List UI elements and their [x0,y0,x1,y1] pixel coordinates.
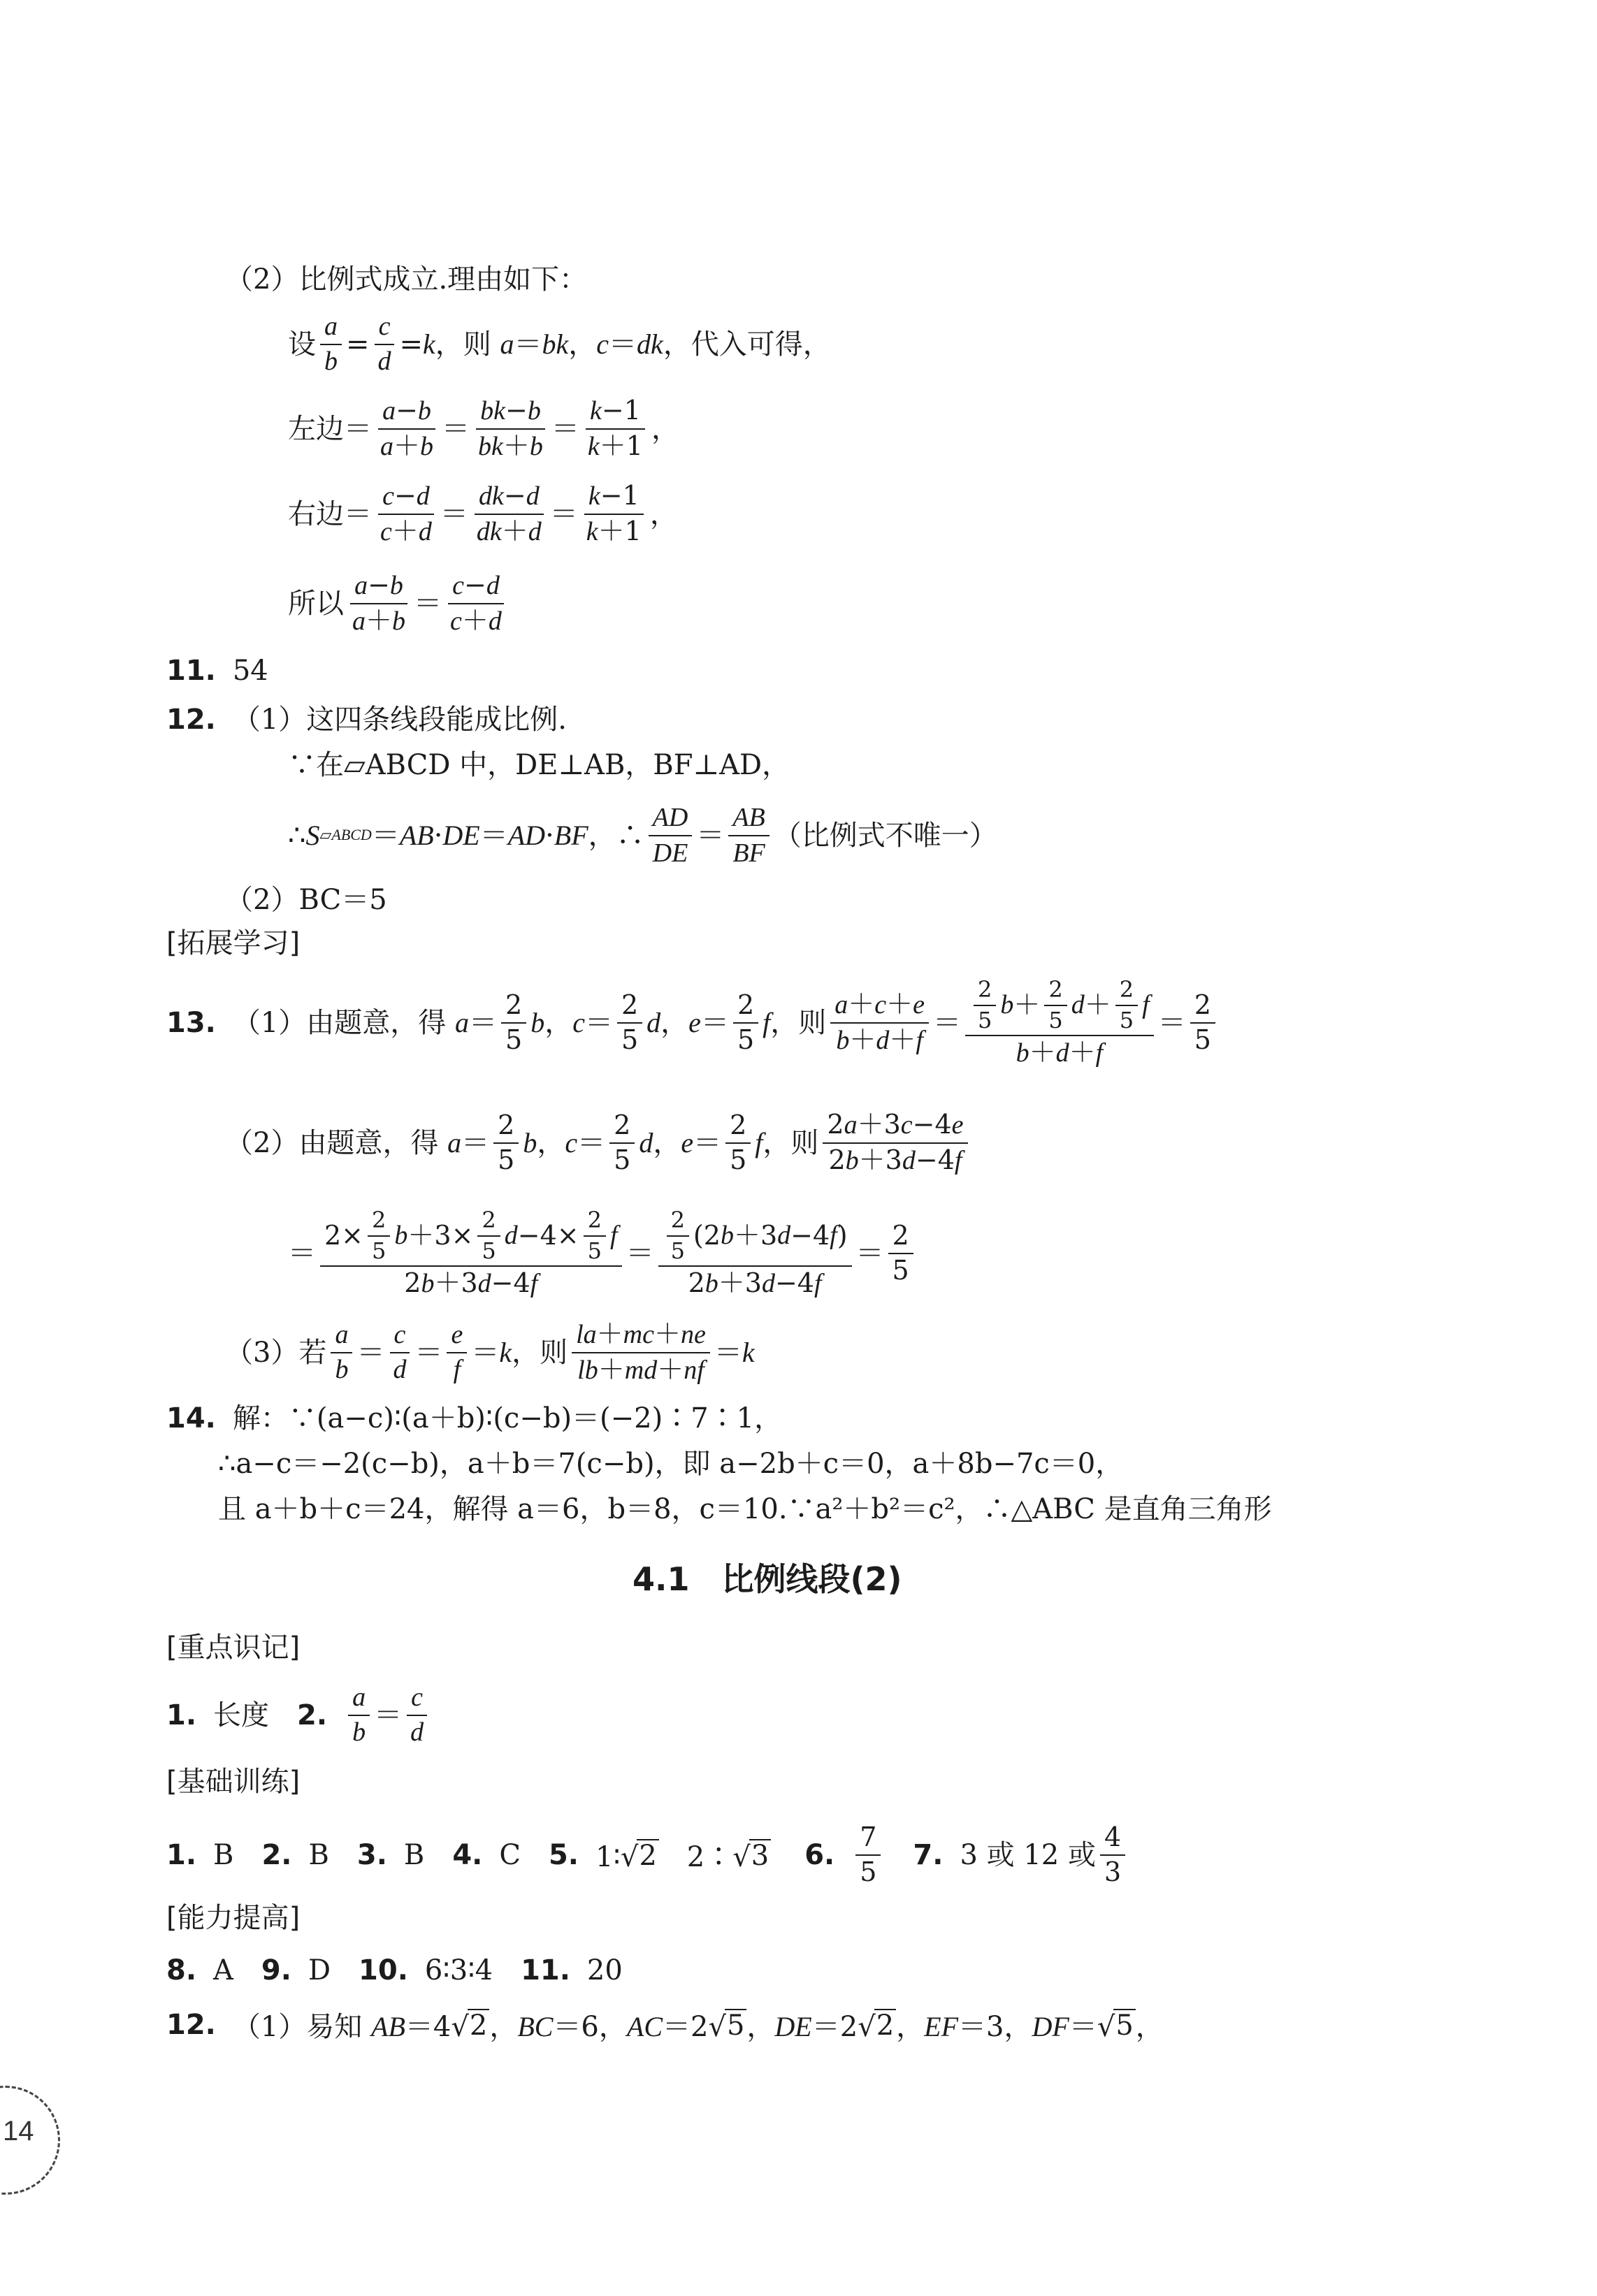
q12-part2: （2）BC＝5 [225,884,387,916]
section-title: 4.1 比例线段(2) [633,1560,902,1598]
ability-answers: 8. A 9. D 10. 6∶3∶4 11. 20 [166,1954,623,1986]
section-basic-training: [基础训练] [166,1766,301,1798]
q10-right-side: 右边 ＝ $\frac{c-d}{c+d}$ ＝ $\frac{dk-d}{dk+d}$ ＝ $\frac{k-1}{k+1}$ ， [288,480,678,546]
q10-conclusion: 所以 $\frac{a-b}{a+b}$ ＝ $\frac{c-d}{c+d}$ [288,572,510,636]
q14-line3: 且 a＋b＋c＝24，解得 a＝6，b＝8，c＝10.∵a²＋b²＝c²，∴△ABC 是直角三角形 [218,1493,1272,1525]
q14-line1: 14. 解：∵(a−c)∶(a＋b)∶(c−b)＝(−2)∶7∶1， [166,1402,783,1434]
page-number: 14 [3,2116,34,2146]
q13-part2-derivation: ＝ 2× $\frac{2}{5}$ b ＋3× $\frac{2}{5}$ d −4× $\frac{2}{5}$ f 2b＋3d−4f ＝ $\frac{2}{5}$ (2 b ＋3 d −4 f ) 2b＋3d−4f ＝ $\frac{2}{5}$ [288,1209,918,1298]
section-key-points: [重点识记] [166,1632,301,1664]
q11: 11. 54 [166,655,268,687]
q12-given: ∵在▱ABCD 中，DE⊥AB，BF⊥AD， [288,749,790,781]
q10-left-side: 左边 ＝ $\frac{a-b}{a+b}$ ＝ $\frac{bk-b}{bk+b}$ ＝ $\frac{k-1}{k+1}$ ， [288,395,679,461]
q10-part2-heading: （2）比例式成立.理由如下： [225,263,588,296]
q12-area-line: ∴ S ▱ABCD ＝ AB · DE ＝ AD · BF ，∴ $\frac{AD}{DE}$ ＝ $\frac{AB}{BF}$ （比例式不唯一） [288,803,997,868]
q13-part1: 13. （1）由题意，得 a ＝ $\frac{2}{5}$ b ， c ＝ $\frac{2}{5}$ d ， e ＝ $\frac{2}{5}$ f ，则 $\frac{a+c+e}{b+d+f}$ ＝ $\frac{2}{5}$ b ＋ $\frac{2}{5}$ d ＋ $\frac{2}{5}$ f b＋d＋f ＝ $\frac{2}{5}$ [166,978,1220,1068]
section-expand-study: [拓展学习] [166,927,301,959]
q13-part3: （3）若 $\frac{a}{b}$ ＝ $\frac{c}{d}$ ＝ $\frac{e}{f}$ ＝ k ，则 $\frac{la+mc+ne}{lb+md+nf}$ ＝ k [225,1318,755,1385]
q12b-line: 12. （1）易知 AB＝4 √ 2 ，BC＝6，AC＝2 √ 5 ，DE＝2 √ 2 ，EF＝3，DF＝ √ 5 ， [166,2009,1164,2043]
q14-line2: ∴a−c＝−2(c−b)，a＋b＝7(c−b)，即 a−2b＋c＝0，a＋8b−7c＝0， [218,1448,1124,1480]
q13-part2: （2）由题意，得 a ＝ $\frac{2}{5}$ b ， c ＝ $\frac{2}{5}$ d ， e ＝ $\frac{2}{5}$ f ，则 $\frac{2a+3c-4e}{2b+3d-4f}$ [225,1111,972,1175]
section-ability: [能力提高] [166,1902,301,1934]
basic-answers: 1. B 2. B 3. B 4. C 5. 1∶ √ 2 2∶ √ 3 6. $\frac{7}{5}$ 7. 3 或 12 或 $\frac{4}{3}$ [166,1824,1129,1887]
key-answers: 1. 长度 2. $\frac{a}{b}$ ＝ $\frac{c}{d}$ [166,1684,432,1747]
q12-part1: 12. （1）这四条线段能成比例. [166,704,568,736]
q10-setup-line: 设 $\frac{a}{b}$ = $\frac{c}{d}$ = k ，则 a ＝ bk ， c ＝ dk ，代入可得， [288,312,831,376]
